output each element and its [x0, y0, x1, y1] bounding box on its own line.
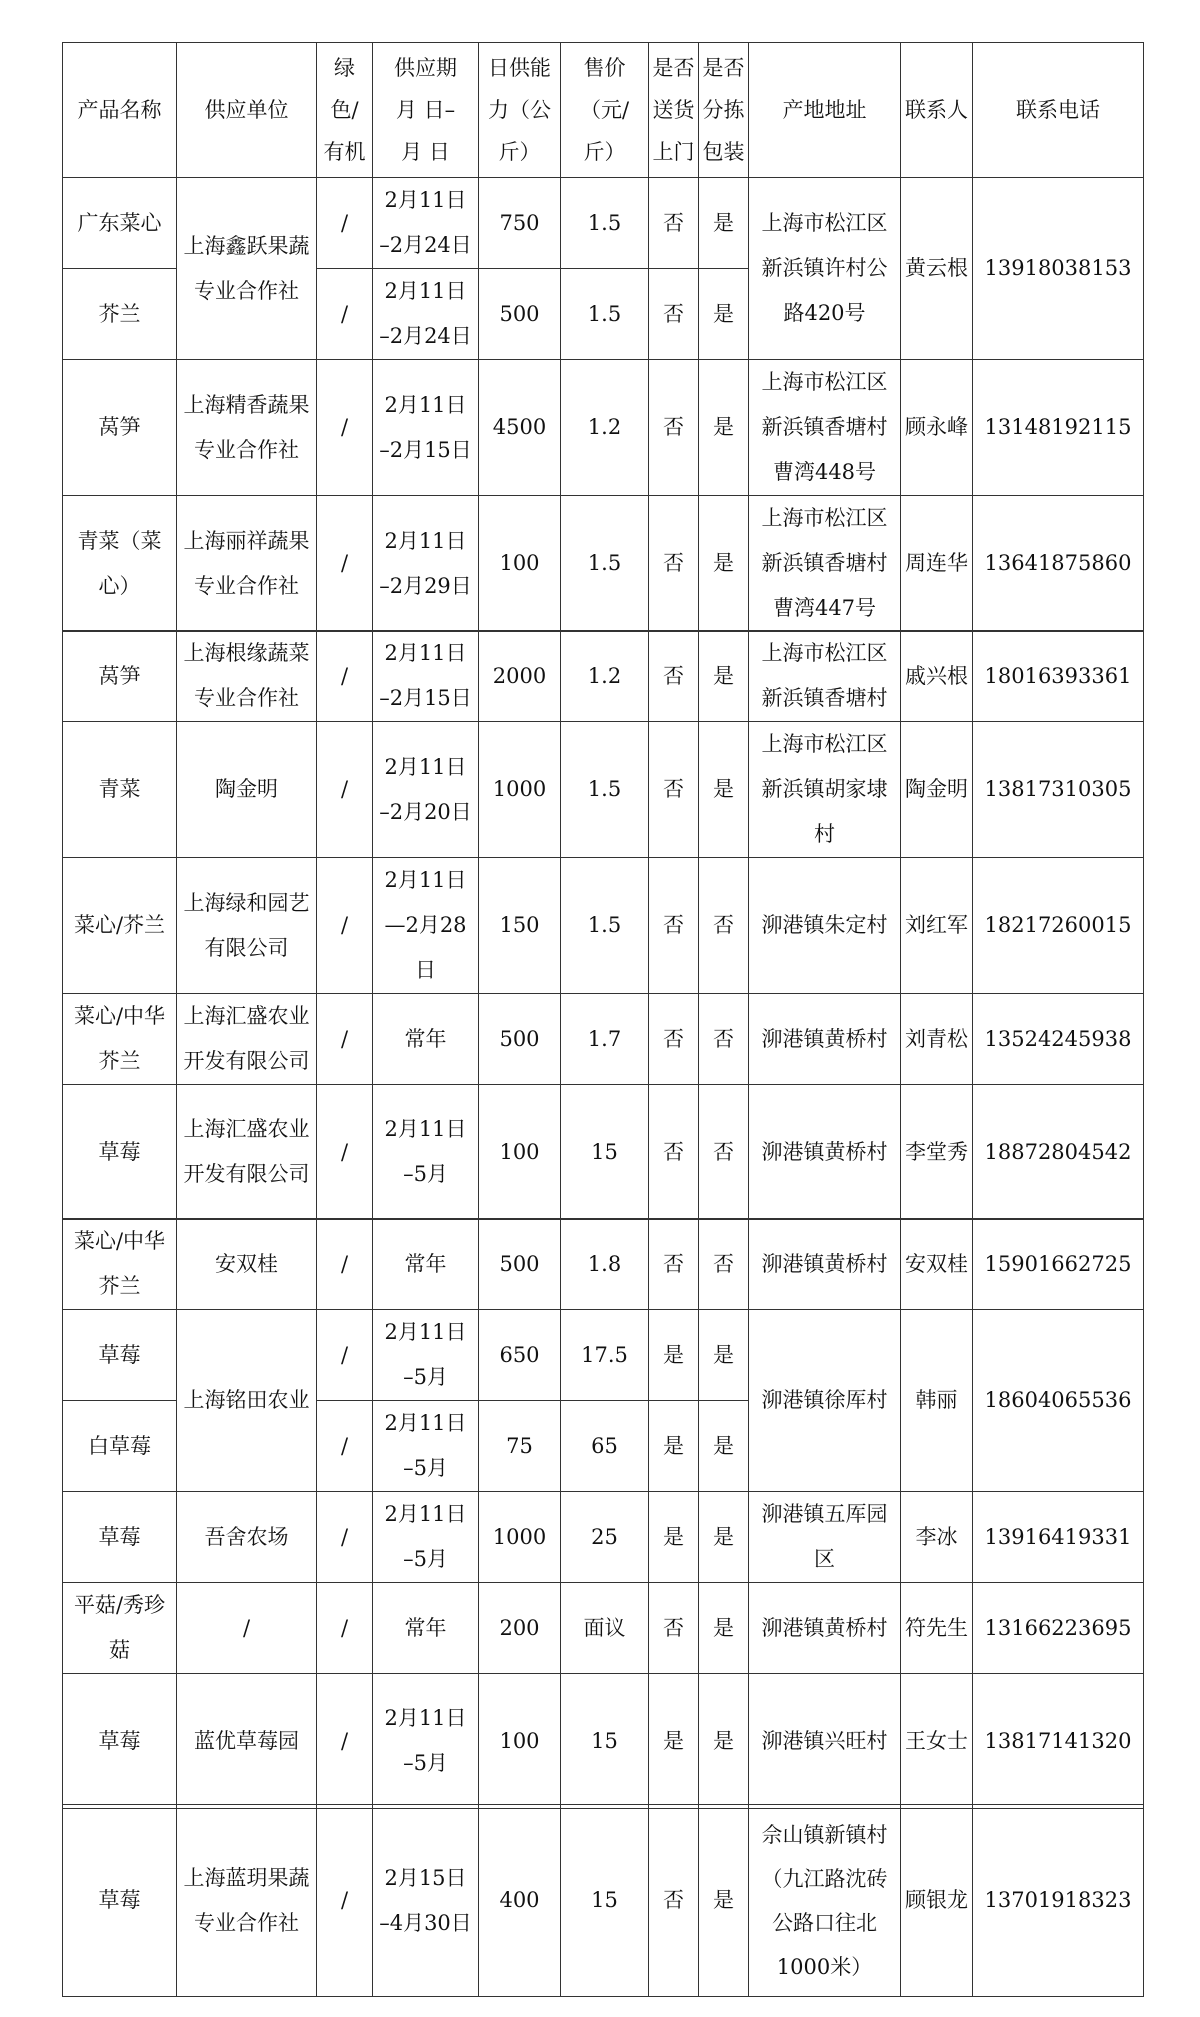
delivery-cell: 否	[649, 1583, 699, 1674]
period-cell: 2月15日 –4月30日	[373, 1805, 479, 1997]
table-row	[63, 722, 1144, 858]
price-cell: 1.5	[561, 496, 649, 632]
capacity-cell: 100	[479, 496, 561, 632]
table-row	[63, 178, 1144, 269]
phone-cell: 18604065536	[973, 1310, 1144, 1492]
period-cell: 2月11日 –5月	[373, 1492, 479, 1583]
green-cell: /	[317, 1310, 373, 1401]
table-row	[63, 1219, 1144, 1310]
sorting-cell: 是	[699, 1401, 749, 1492]
product-cell: 平菇/秀珍 菇	[63, 1583, 177, 1674]
phone-cell: 13817141320	[973, 1674, 1144, 1809]
header-capacity: 日供能 力（公 斤）	[479, 43, 561, 178]
sorting-cell: 是	[699, 1674, 749, 1809]
address-cell: 泖港镇朱定村	[749, 858, 901, 994]
contact-cell: 陶金明	[901, 722, 973, 858]
address-cell: 泖港镇黄桥村	[749, 1219, 901, 1310]
contact-cell: 李冰	[901, 1492, 973, 1583]
delivery-cell: 否	[649, 496, 699, 632]
delivery-cell: 否	[649, 269, 699, 360]
address-cell: 佘山镇新镇村 （九江路沈砖 公路口往北 1000米）	[749, 1805, 901, 1997]
contact-cell: 顾银龙	[901, 1805, 973, 1997]
capacity-cell: 750	[479, 178, 561, 269]
phone-cell: 13701918323	[973, 1805, 1144, 1997]
phone-cell: 13641875860	[973, 496, 1144, 632]
phone-cell: 13524245938	[973, 994, 1144, 1085]
header-contact: 联系人	[901, 43, 973, 178]
phone-cell: 13817310305	[973, 722, 1144, 858]
delivery-cell: 否	[649, 722, 699, 858]
price-cell: 1.2	[561, 631, 649, 722]
period-cell: 2月11日 –5月	[373, 1401, 479, 1492]
contact-cell: 顾永峰	[901, 360, 973, 496]
contact-cell: 王女士	[901, 1674, 973, 1809]
green-cell: /	[317, 1219, 373, 1310]
contact-cell: 安双桂	[901, 1219, 973, 1310]
product-cell: 芥兰	[63, 269, 177, 360]
green-cell: /	[317, 1583, 373, 1674]
capacity-cell: 150	[479, 858, 561, 994]
table-row	[63, 1583, 1144, 1674]
period-cell: 2月11日 –2月24日	[373, 269, 479, 360]
address-cell: 上海市松江区 新浜镇香塘村 曹湾447号	[749, 496, 901, 632]
price-cell: 1.5	[561, 858, 649, 994]
price-cell: 15	[561, 1674, 649, 1809]
table-row	[63, 994, 1144, 1085]
capacity-cell: 500	[479, 269, 561, 360]
product-cell: 莴笋	[63, 360, 177, 496]
phone-cell: 18016393361	[973, 631, 1144, 722]
unit-cell: 吾舍农场	[177, 1492, 317, 1583]
contact-cell: 周连华	[901, 496, 973, 632]
price-cell: 1.2	[561, 360, 649, 496]
header-delivery: 是否 送货 上门	[649, 43, 699, 178]
unit-cell: 蓝优草莓园	[177, 1674, 317, 1809]
price-cell: 1.5	[561, 178, 649, 269]
table-row	[63, 1310, 1144, 1401]
table-row	[63, 360, 1144, 496]
capacity-cell: 1000	[479, 1492, 561, 1583]
table-row	[63, 1674, 1144, 1809]
period-cell: 常年	[373, 1583, 479, 1674]
delivery-cell: 否	[649, 1219, 699, 1310]
period-cell: 2月11日 –5月	[373, 1310, 479, 1401]
sorting-cell: 是	[699, 269, 749, 360]
sorting-cell: 否	[699, 858, 749, 994]
product-cell: 青菜（菜 心）	[63, 496, 177, 632]
delivery-cell: 否	[649, 1805, 699, 1997]
sorting-cell: 否	[699, 994, 749, 1085]
green-cell: /	[317, 722, 373, 858]
delivery-cell: 否	[649, 360, 699, 496]
product-cell: 广东菜心	[63, 178, 177, 269]
product-cell: 白草莓	[63, 1401, 177, 1492]
table-row	[63, 631, 1144, 722]
green-cell: /	[317, 178, 373, 269]
product-cell: 莴笋	[63, 631, 177, 722]
product-cell: 草莓	[63, 1310, 177, 1401]
unit-cell: 上海根缘蔬菜 专业合作社	[177, 631, 317, 722]
product-cell: 草莓	[63, 1492, 177, 1583]
period-cell: 常年	[373, 994, 479, 1085]
delivery-cell: 是	[649, 1310, 699, 1401]
header-price: 售价 （元/ 斤）	[561, 43, 649, 178]
period-cell: 2月11日 –2月15日	[373, 360, 479, 496]
header-period: 供应期 月 日– 月 日	[373, 43, 479, 178]
period-cell: 2月11日 –5月	[373, 1674, 479, 1809]
delivery-cell: 否	[649, 858, 699, 994]
address-cell: 上海市松江区 新浜镇胡家埭 村	[749, 722, 901, 858]
product-cell: 菜心/芥兰	[63, 858, 177, 994]
green-cell: /	[317, 360, 373, 496]
unit-cell: 陶金明	[177, 722, 317, 858]
price-cell: 15	[561, 1805, 649, 1997]
unit-cell: 上海精香蔬果 专业合作社	[177, 360, 317, 496]
sorting-cell: 否	[699, 1085, 749, 1220]
green-cell: /	[317, 496, 373, 632]
contact-cell: 韩丽	[901, 1310, 973, 1492]
phone-cell: 13918038153	[973, 178, 1144, 360]
table-row	[63, 858, 1144, 994]
price-cell: 17.5	[561, 1310, 649, 1401]
sorting-cell: 是	[699, 178, 749, 269]
green-cell: /	[317, 994, 373, 1085]
price-cell: 65	[561, 1401, 649, 1492]
price-cell: 1.7	[561, 994, 649, 1085]
supply-table-block-2	[62, 630, 1144, 1220]
delivery-cell: 否	[649, 1085, 699, 1220]
capacity-cell: 650	[479, 1310, 561, 1401]
capacity-cell: 4500	[479, 360, 561, 496]
product-cell: 草莓	[63, 1674, 177, 1809]
address-cell: 上海市松江区 新浜镇许村公 路420号	[749, 178, 901, 360]
price-cell: 15	[561, 1085, 649, 1220]
unit-cell: 上海铭田农业	[177, 1310, 317, 1492]
unit-cell: 上海丽祥蔬果 专业合作社	[177, 496, 317, 632]
capacity-cell: 75	[479, 1401, 561, 1492]
sorting-cell: 是	[699, 496, 749, 632]
delivery-cell: 是	[649, 1674, 699, 1809]
capacity-cell: 100	[479, 1674, 561, 1809]
phone-cell: 13916419331	[973, 1492, 1144, 1583]
period-cell: 2月11日 –2月20日	[373, 722, 479, 858]
unit-cell: 安双桂	[177, 1219, 317, 1310]
table-row	[63, 1085, 1144, 1220]
delivery-cell: 否	[649, 178, 699, 269]
period-cell: 常年	[373, 1219, 479, 1310]
sorting-cell: 是	[699, 1805, 749, 1997]
supply-table-block-4	[62, 1804, 1144, 1997]
price-cell: 1.8	[561, 1219, 649, 1310]
period-cell: 2月11日 —2月28 日	[373, 858, 479, 994]
contact-cell: 刘青松	[901, 994, 973, 1085]
product-cell: 青菜	[63, 722, 177, 858]
sorting-cell: 是	[699, 1492, 749, 1583]
capacity-cell: 400	[479, 1805, 561, 1997]
delivery-cell: 是	[649, 1401, 699, 1492]
address-cell: 上海市松江区 新浜镇香塘村	[749, 631, 901, 722]
green-cell: /	[317, 1401, 373, 1492]
sorting-cell: 是	[699, 631, 749, 722]
header-row	[63, 43, 1144, 178]
address-cell: 泖港镇黄桥村	[749, 1085, 901, 1220]
header-phone: 联系电话	[973, 43, 1144, 178]
price-cell: 面议	[561, 1583, 649, 1674]
address-cell: 泖港镇徐厍村	[749, 1310, 901, 1492]
contact-cell: 李堂秀	[901, 1085, 973, 1220]
contact-cell: 黄云根	[901, 178, 973, 360]
unit-cell: 上海汇盛农业 开发有限公司	[177, 994, 317, 1085]
green-cell: /	[317, 1805, 373, 1997]
period-cell: 2月11日 –2月15日	[373, 631, 479, 722]
address-cell: 泖港镇兴旺村	[749, 1674, 901, 1809]
green-cell: /	[317, 1085, 373, 1220]
contact-cell: 刘红军	[901, 858, 973, 994]
green-cell: /	[317, 858, 373, 994]
contact-cell: 戚兴根	[901, 631, 973, 722]
phone-cell: 18872804542	[973, 1085, 1144, 1220]
capacity-cell: 100	[479, 1085, 561, 1220]
phone-cell: 13166223695	[973, 1583, 1144, 1674]
address-cell: 泖港镇五厍园 区	[749, 1492, 901, 1583]
product-cell: 菜心/中华 芥兰	[63, 1219, 177, 1310]
sorting-cell: 否	[699, 1219, 749, 1310]
green-cell: /	[317, 1492, 373, 1583]
unit-cell: 上海鑫跃果蔬 专业合作社	[177, 178, 317, 360]
price-cell: 1.5	[561, 722, 649, 858]
contact-cell: 符先生	[901, 1583, 973, 1674]
capacity-cell: 500	[479, 1219, 561, 1310]
capacity-cell: 1000	[479, 722, 561, 858]
period-cell: 2月11日 –2月24日	[373, 178, 479, 269]
unit-cell: 上海蓝玥果蔬 专业合作社	[177, 1805, 317, 1997]
delivery-cell: 否	[649, 631, 699, 722]
sorting-cell: 是	[699, 1310, 749, 1401]
address-cell: 泖港镇黄桥村	[749, 994, 901, 1085]
capacity-cell: 200	[479, 1583, 561, 1674]
supply-table-block-3	[62, 1218, 1144, 1809]
header-sorting: 是否 分拣 包装	[699, 43, 749, 178]
table-row	[63, 496, 1144, 632]
address-cell: 泖港镇黄桥村	[749, 1583, 901, 1674]
header-green: 绿色/ 有机	[317, 43, 373, 178]
header-product: 产品名称	[63, 43, 177, 178]
sorting-cell: 是	[699, 722, 749, 858]
table-row	[63, 1805, 1144, 1997]
capacity-cell: 2000	[479, 631, 561, 722]
price-cell: 1.5	[561, 269, 649, 360]
green-cell: /	[317, 269, 373, 360]
period-cell: 2月11日 –5月	[373, 1085, 479, 1220]
phone-cell: 15901662725	[973, 1219, 1144, 1310]
unit-cell: 上海绿和园艺 有限公司	[177, 858, 317, 994]
phone-cell: 13148192115	[973, 360, 1144, 496]
header-unit: 供应单位	[177, 43, 317, 178]
unit-cell: /	[177, 1583, 317, 1674]
phone-cell: 18217260015	[973, 858, 1144, 994]
product-cell: 草莓	[63, 1805, 177, 1997]
green-cell: /	[317, 1674, 373, 1809]
unit-cell: 上海汇盛农业 开发有限公司	[177, 1085, 317, 1220]
sorting-cell: 是	[699, 360, 749, 496]
green-cell: /	[317, 631, 373, 722]
header-address: 产地地址	[749, 43, 901, 178]
period-cell: 2月11日 –2月29日	[373, 496, 479, 632]
capacity-cell: 500	[479, 994, 561, 1085]
delivery-cell: 否	[649, 994, 699, 1085]
table-row	[63, 1492, 1144, 1583]
sorting-cell: 是	[699, 1583, 749, 1674]
price-cell: 25	[561, 1492, 649, 1583]
address-cell: 上海市松江区 新浜镇香塘村 曹湾448号	[749, 360, 901, 496]
delivery-cell: 是	[649, 1492, 699, 1583]
product-cell: 菜心/中华 芥兰	[63, 994, 177, 1085]
product-cell: 草莓	[63, 1085, 177, 1220]
supply-table-block-1	[62, 42, 1144, 632]
